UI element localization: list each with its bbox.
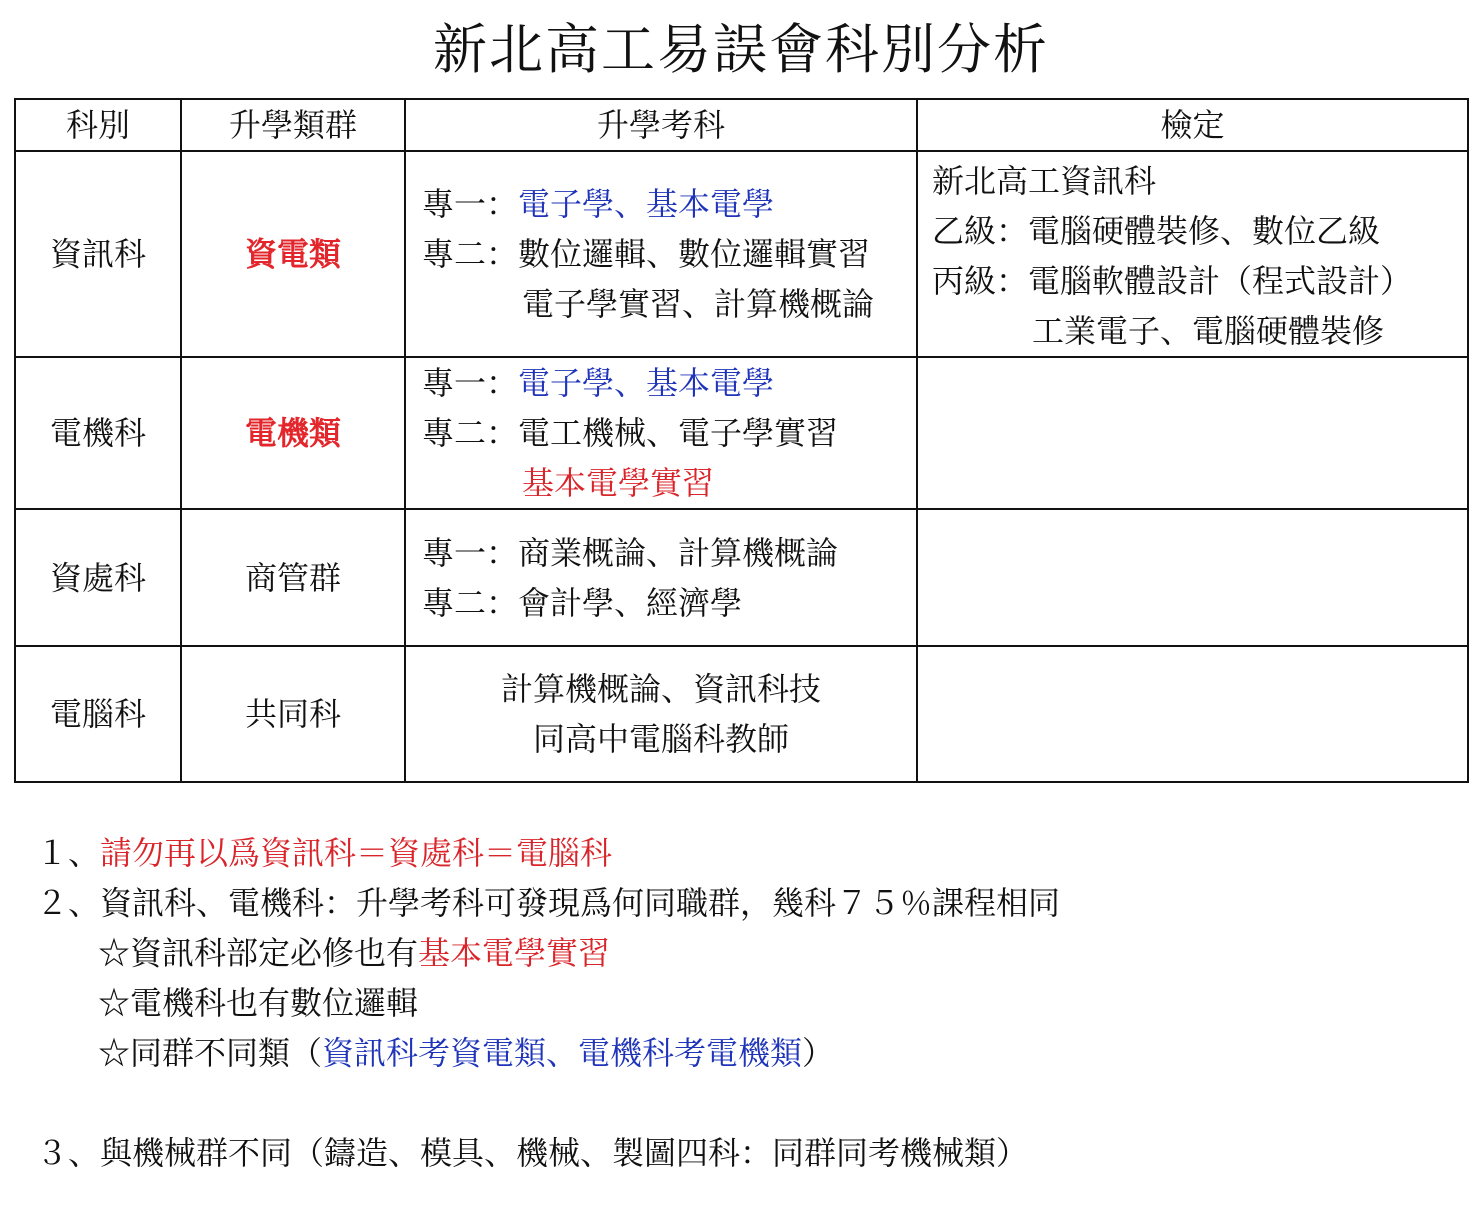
subject-content: 計算機概論、資訊科技 xyxy=(500,670,821,708)
header-subjects: 升學考科 xyxy=(405,99,917,151)
cert-line: 新北高工資訊科 xyxy=(932,162,1157,200)
subjects-cell xyxy=(405,357,917,509)
subject-prefix: 專二： xyxy=(422,583,519,622)
department-table xyxy=(14,98,1469,783)
subject-content: 電工機械、電子學實習 xyxy=(518,414,839,452)
subjects-cell xyxy=(405,509,917,646)
subject-content: 電子學實習、計算機概論 xyxy=(522,285,875,323)
subject-content: 電子學、基本電學 xyxy=(518,185,775,223)
group-cell: 商管群 xyxy=(181,509,405,646)
group-cell: 資電類 xyxy=(181,151,405,357)
header-dept: 科別 xyxy=(15,99,181,151)
cert-cell xyxy=(917,646,1468,782)
subject-content: 商業概論、計算機概論 xyxy=(518,533,839,572)
subject-prefix: 專二： xyxy=(422,235,519,273)
group-cell: 共同科 xyxy=(181,646,405,782)
cert-line: 乙級：電腦硬體裝修、數位乙級 xyxy=(932,212,1381,250)
subject-content: 數位邏輯、數位邏輯實習 xyxy=(518,235,871,273)
subjects-cell xyxy=(405,151,917,357)
cert-line: 丙級：電腦軟體設計（程式設計） xyxy=(932,262,1413,300)
cert-cell xyxy=(917,151,1468,357)
table-header-row xyxy=(15,99,1468,151)
dept-cell: 資處科 xyxy=(15,509,181,646)
group-cell: 電機類 xyxy=(181,357,405,509)
note-number: ２、 xyxy=(36,884,101,922)
note-sub-highlight: 基本電學實習 xyxy=(418,934,611,972)
header-cert: 檢定 xyxy=(917,99,1468,151)
subject-prefix: 專一： xyxy=(422,364,519,402)
subject-prefix: 專一： xyxy=(422,533,519,572)
subjects-cell xyxy=(405,646,917,782)
table-row xyxy=(15,509,1468,646)
note-text: 與機械群不同（鑄造、模具、機械、製圖四科：同群同考機械類） xyxy=(100,1134,1029,1172)
dept-cell: 資訊科 xyxy=(15,151,181,357)
note-1 xyxy=(36,828,1456,878)
table-row xyxy=(15,646,1468,782)
note-2-sub-2: ☆電機科也有數位邏輯 xyxy=(98,984,419,1022)
page-title: 新北高工易誤會科別分析 xyxy=(433,18,1049,81)
dept-cell: 電腦科 xyxy=(15,646,181,782)
subject-prefix: 專二： xyxy=(422,414,519,452)
note-sub-text: ☆同群不同類（ xyxy=(98,1034,323,1072)
subject-content: 會計學、經濟學 xyxy=(518,583,743,622)
note-sub-highlight: 資訊科考資電類、電機科考電機類 xyxy=(322,1034,803,1072)
note-2-sub-3 xyxy=(36,1028,1456,1078)
table-row xyxy=(15,357,1468,509)
cert-cell xyxy=(917,357,1468,509)
note-number: １、 xyxy=(36,834,101,872)
note-number: ３、 xyxy=(36,1134,101,1172)
cert-line: 工業電子、電腦硬體裝修 xyxy=(1032,312,1385,350)
subject-prefix: 專一： xyxy=(422,185,519,223)
dept-cell: 電機科 xyxy=(15,357,181,509)
subject-content: 基本電學實習 xyxy=(522,464,715,502)
cert-cell xyxy=(917,509,1468,646)
notes-section xyxy=(36,828,1456,1178)
table-row xyxy=(15,151,1468,357)
header-group: 升學類群 xyxy=(181,99,405,151)
note-sub-text: ） xyxy=(802,1034,835,1072)
note-2 xyxy=(36,878,1456,928)
subject-content: 電子學、基本電學 xyxy=(518,364,775,402)
note-3 xyxy=(36,1128,1456,1178)
note-text: 請勿再以爲資訊科＝資處科＝電腦科 xyxy=(100,834,613,872)
note-sub-text: ☆資訊科部定必修也有 xyxy=(98,934,419,972)
note-text: 資訊科、電機科：升學考科可發現爲何同職群，幾科７５％課程相同 xyxy=(100,884,1061,922)
note-2-sub-1 xyxy=(36,928,1456,978)
subject-content: 同高中電腦科教師 xyxy=(532,720,789,758)
